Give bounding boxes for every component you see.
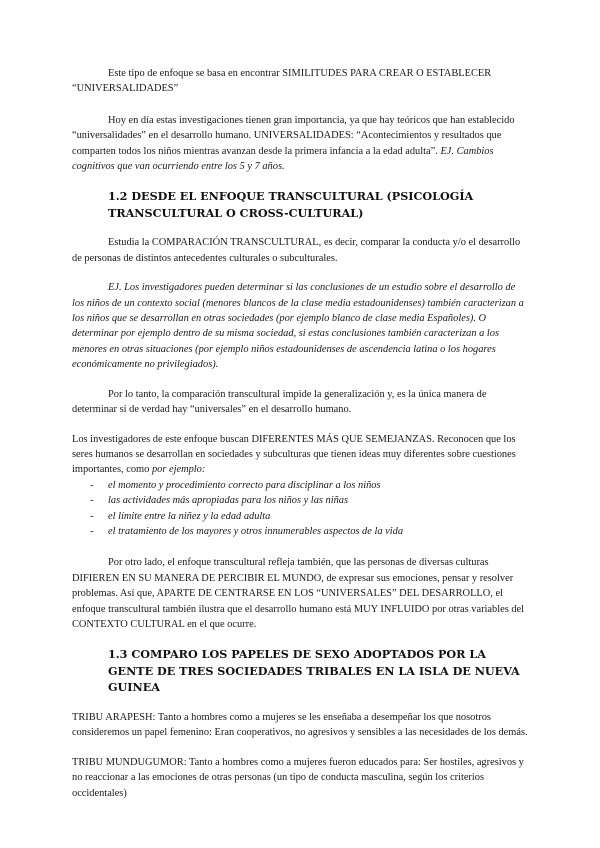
paragraph-diferencias-example-label: por ejemplo: (151, 464, 206, 476)
paragraph-percibir-mundo: Por otro lado, el enfoque transcultural refleja también, que las personas de diversas culturas DIFIEREN EN SU MANERA DE PERCIBIR EL MUNDO, de expresar sus emociones, pensar y resolver problemas. Así que, APARTE DE CENTRARSE EN LOS “UNIVERSALES” DEL DESARROLLO, el enfoque transcultural también ilustra que el desarrollo humano está MUY INFLUIDO por otras variables del CONTEXTO CULTURAL en el que ocurre. (72, 557, 525, 630)
paragraph-universalidades (72, 113, 528, 175)
paragraph-example-investigators: EJ. Los investigadores pueden determinar si las conclusiones de un estudio sobre el desarrollo de los niños de un contexto social (menores blancos de la clase media estadounidenses) también caracterizan a los niños que se desarrollan en otras sociedades (por ejemplo blanco de clase media Españoles). O determinar por ejemplo dentro de su misma sociedad, si estas conclusiones también caracterizan a los menores en otras situaciones (por ejemplo niños estadounidenses de ascendencia latina o los hogares económicamente no privilegiados). (72, 282, 524, 371)
differences-list (72, 478, 528, 540)
list-item: - el momento y procedimiento correcto para disciplinar a los niños (72, 478, 528, 493)
section-heading-1-2: 1.2 DESDE EL ENFOQUE TRANSCULTURAL (PSICOLOGÍA TRANSCULTURAL O CROSS-CULTURAL) (108, 189, 474, 220)
paragraph-comparacion-transcultural: Estudia la COMPARACIÓN TRANSCULTURAL, es decir, comparar la conducta y/o el desarrollo de personas de distintos antecedentes culturales o subculturales. (72, 237, 521, 264)
paragraph-tribu-mundugumor: TRIBU MUNDUGUMOR: Tanto a hombres como a mujeres fueron educados para: Ser hostiles, agresivos y no reaccionar a las emociones de otras personas (un tipo de conducta masculina, según los criterios occidentales) (72, 756, 524, 799)
paragraph-diferencias (72, 432, 528, 478)
example-cognitive-changes: EJ. Cambios cognitivos que van ocurriendo entre los 5 y 7 años. (72, 145, 494, 173)
document-page (72, 66, 528, 801)
list-item: - las actividades más apropiadas para los niños y las niñas (72, 493, 528, 508)
paragraph-similitudes: Este tipo de enfoque se basa en encontrar SIMILITUDES PARA CREAR O ESTABLECER “UNIVERSALIDADES” (72, 68, 492, 95)
list-item: - el tratamiento de los mayores y otros innumerables aspectos de la vida (72, 524, 528, 539)
paragraph-diferencias-text: Los investigadores de este enfoque buscan DIFERENTES MÁS QUE SEMEJANZAS. Reconocen que los seres humanos se desarrollan en sociedades y subculturas que tienen ideas muy diferentes sobre cuestiones importantes, como (72, 433, 516, 476)
paragraph-generalizacion: Por lo tanto, la comparación transcultural impide la generalización y, es la única manera de determinar si de verdad hay “universales” en el desarrollo humano. (72, 388, 487, 416)
paragraph-universalidades-text: Hoy en día estas investigaciones tienen gran importancia, ya que hay teóricos que han establecido “universalidades” en el desarrollo humano. UNIVERSALIDADES: “Acontecimientos y resultados que comparten todos los niños mientras avanzan desde la primera infancia a la edad adulta”. (72, 114, 515, 157)
list-item: - el límite entre la niñez y la edad adulta (72, 509, 528, 524)
paragraph-tribu-arapesh: TRIBU ARAPESH: Tanto a hombres como a mujeres se les enseñaba a desempeñar los que nosotros consideremos un papel femenino: Eran cooperativos, no agresivos y sensibles a las necesidades de los demás. (72, 711, 528, 739)
section-heading-1-3: 1.3 COMPARO LOS PAPELES DE SEXO ADOPTADOS POR LA GENTE DE TRES SOCIEDADES TRIBALES EN LA ISLA DE NUEVA GUINEA (108, 647, 520, 695)
